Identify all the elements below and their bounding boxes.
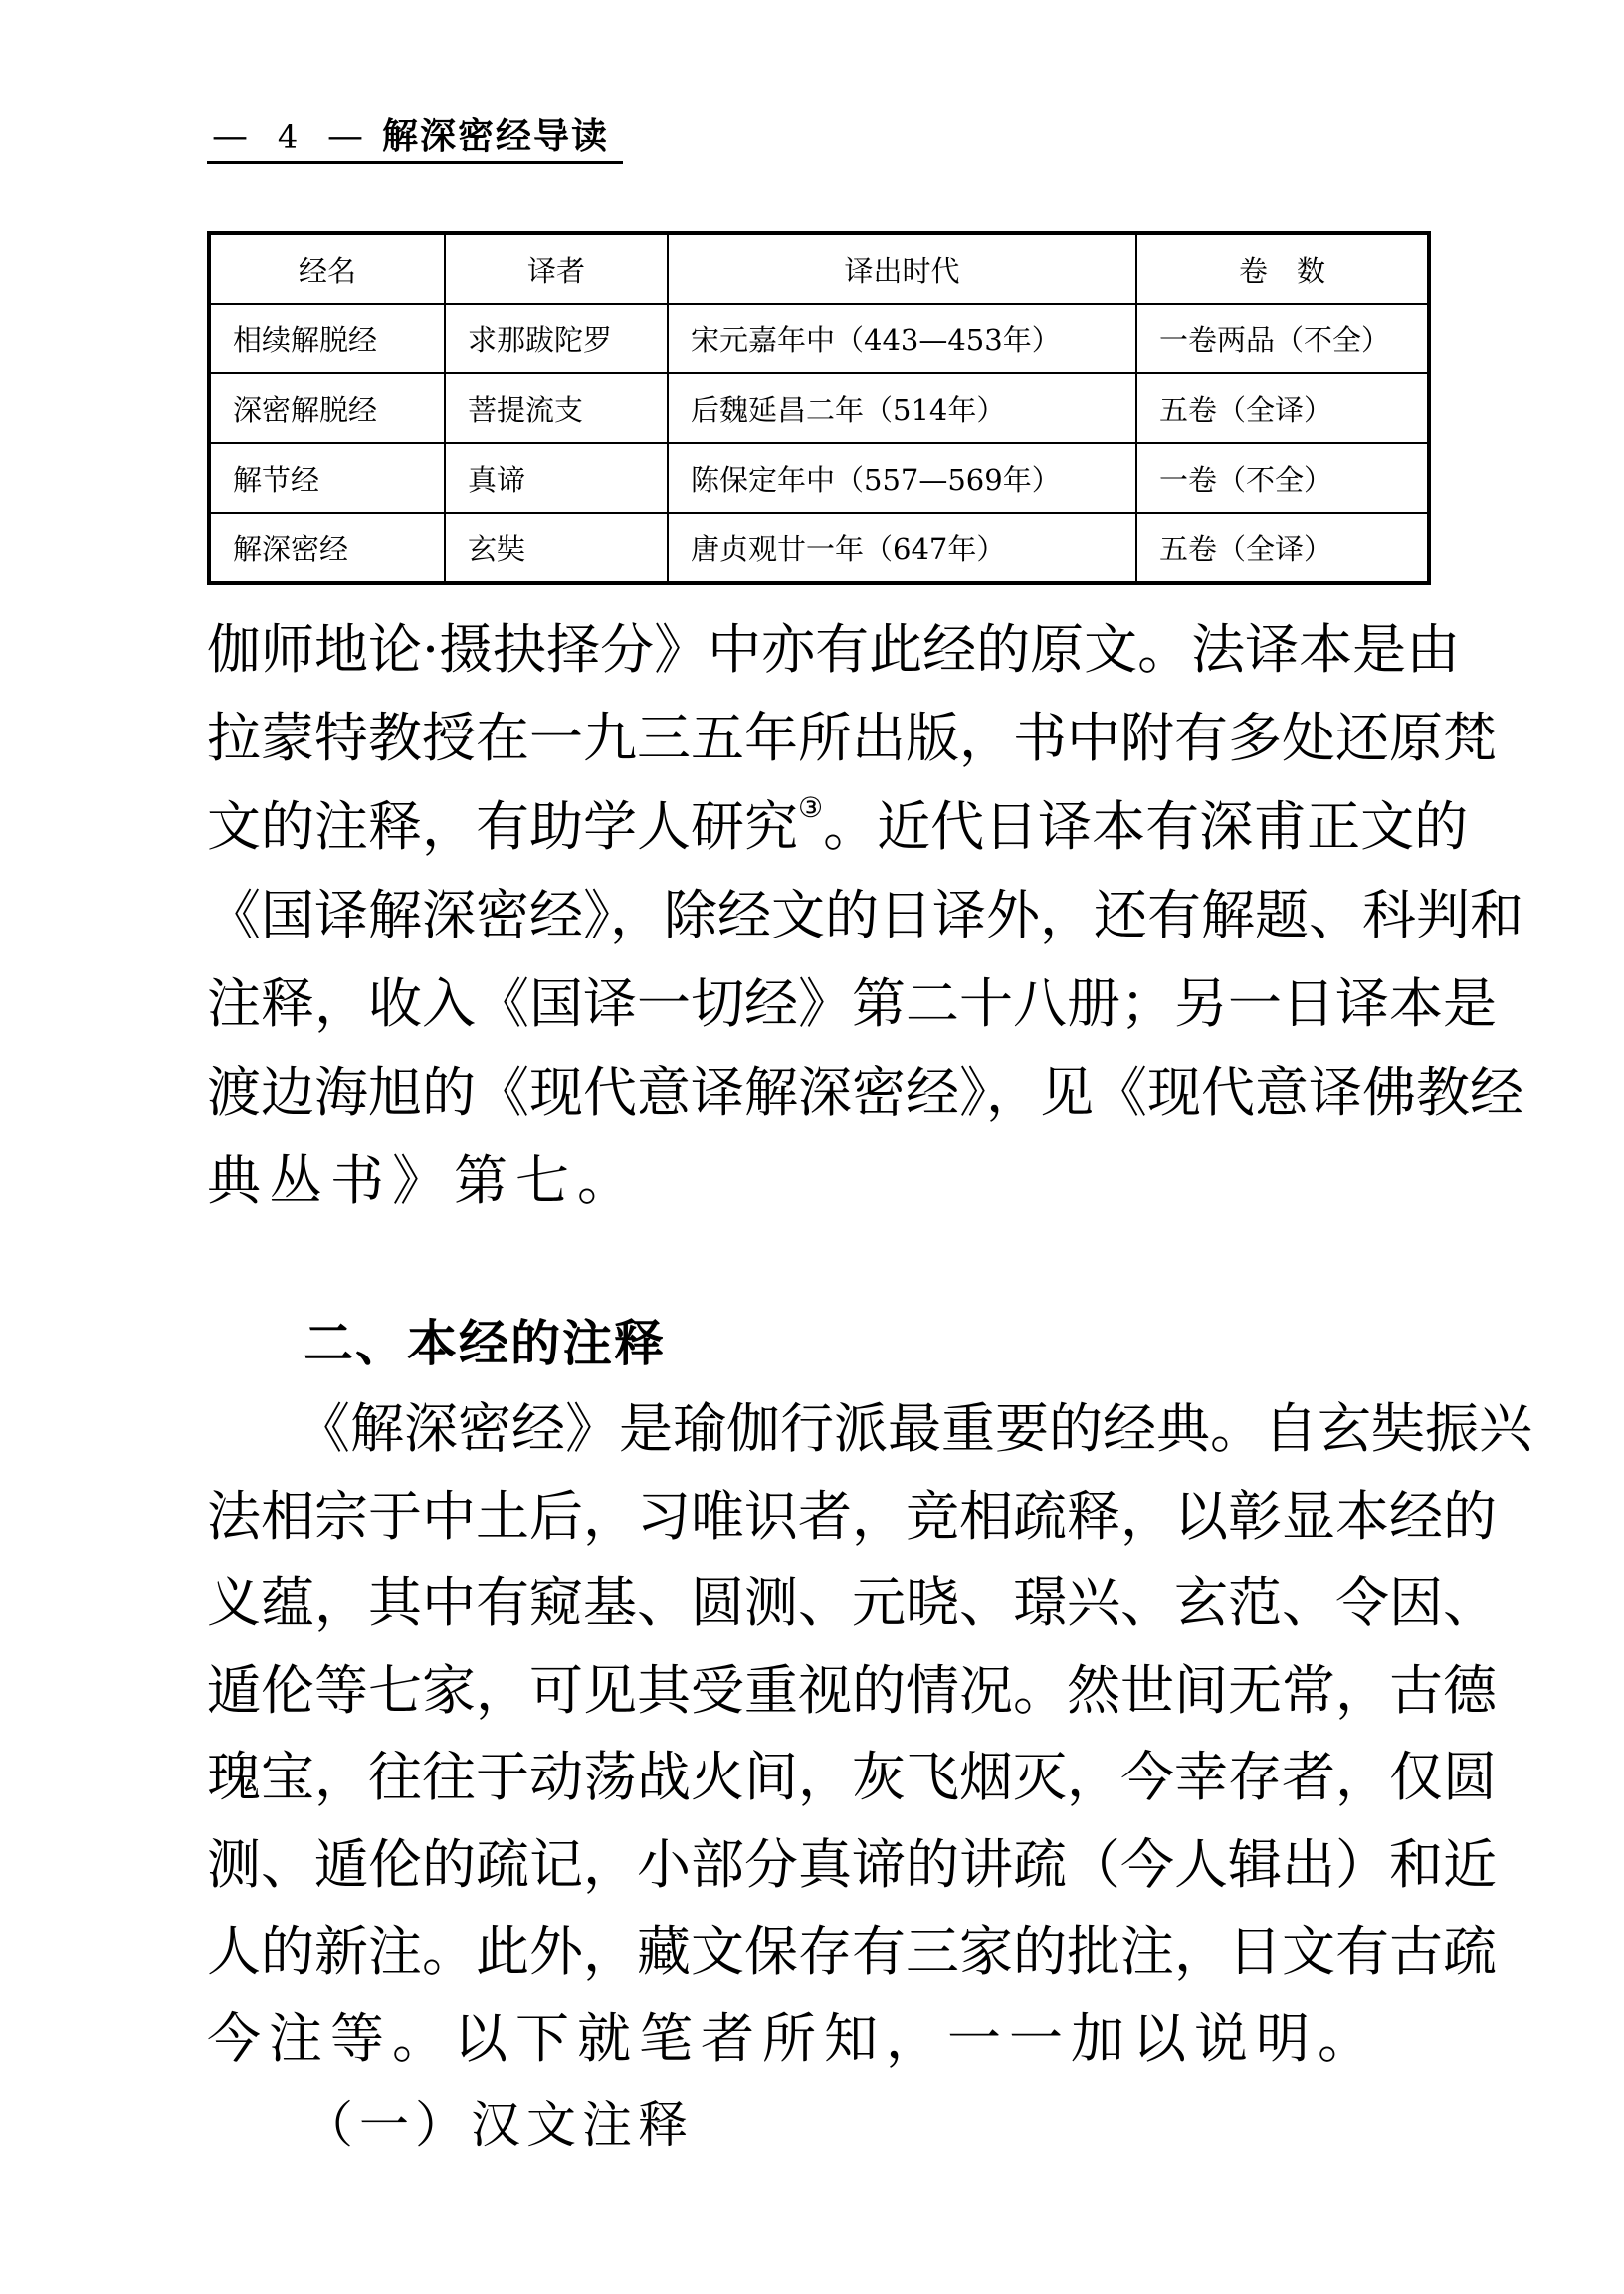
table-header-row [209, 233, 1429, 304]
table-cell: 一卷两品（不全） [1136, 304, 1429, 373]
table-row [209, 304, 1429, 373]
body-line [207, 791, 1469, 862]
body-line: 人的新注。此外，藏文保存有三家的批注，日文有古疏 [207, 1920, 1497, 1982]
header-dash: — [327, 116, 363, 157]
body-line: 注释，收入《国译一切经》第二十八册；另一日译本是 [207, 972, 1497, 1035]
table-cell: 深密解脱经 [209, 373, 445, 443]
book-title: 解深密经导读 [382, 115, 610, 157]
table-cell: 求那跋陀罗 [445, 304, 668, 373]
body-line: 伽师地论·摄抉择分》中亦有此经的原文。法译本是由 [207, 618, 1461, 681]
table-cell: 陈保定年中（557—569年） [668, 443, 1136, 513]
body-text: 文的注释，有助学人研究 [207, 795, 798, 858]
body-line: 拉蒙特教授在一九三五年所出版，书中附有多处还原梵 [207, 707, 1497, 769]
table-cell: 五卷（全译） [1136, 513, 1429, 583]
table-cell: 解节经 [209, 443, 445, 513]
body-line: 典丛书》第七。 [207, 1149, 639, 1212]
column-header: 译出时代 [668, 233, 1136, 304]
body-line: 《解深密经》是瑜伽行派最重要的经典。自玄奘振兴 [297, 1397, 1532, 1460]
table-row [209, 443, 1429, 513]
translations-table [207, 231, 1431, 585]
subsection-heading: （一）汉文注释 [304, 2096, 694, 2154]
body-line: 渡边海旭的《现代意译解深密经》，见《现代意译佛教经 [207, 1061, 1523, 1124]
body-line: 义蕴，其中有窥基、圆测、元晓、璟兴、玄范、令因、 [207, 1571, 1497, 1634]
table-cell: 一卷（不全） [1136, 443, 1429, 513]
body-line: 今注等。以下就笔者所知，一一加以说明。 [207, 2007, 1379, 2070]
body-line: 遁伦等七家，可见其受重视的情况。然世间无常，古德 [207, 1659, 1497, 1722]
table-cell: 菩提流支 [445, 373, 668, 443]
running-header [207, 111, 623, 164]
column-header: 经名 [209, 233, 445, 304]
section-heading: 二、本经的注释 [304, 1314, 666, 1372]
body-line: 《国译解深密经》，除经文的日译外，还有解题、科判和 [207, 884, 1523, 946]
table-row [209, 373, 1429, 443]
table-cell: 五卷（全译） [1136, 373, 1429, 443]
footnote-marker[interactable]: ③ [798, 791, 824, 824]
body-line: 测、遁伦的疏记，小部分真谛的讲疏（今人辑出）和近 [207, 1833, 1497, 1896]
table-cell: 相续解脱经 [209, 304, 445, 373]
body-line: 法相宗于中土后，习唯识者，竞相疏释，以彰显本经的 [207, 1485, 1497, 1548]
table-row [209, 513, 1429, 583]
header-dash: — [212, 116, 248, 157]
table-cell: 宋元嘉年中（443—453年） [668, 304, 1136, 373]
body-text: 。近代日译本有深甫正文的 [823, 795, 1469, 858]
page-number: 4 [277, 118, 299, 156]
table-cell: 玄奘 [445, 513, 668, 583]
body-line: 瑰宝，往往于动荡战火间，灰飞烟灭，今幸存者，仅圆 [207, 1746, 1497, 1808]
column-header: 译者 [445, 233, 668, 304]
column-header: 卷 数 [1136, 233, 1429, 304]
table-cell: 后魏延昌二年（514年） [668, 373, 1136, 443]
table-cell: 真谛 [445, 443, 668, 513]
table-cell: 唐贞观廿一年（647年） [668, 513, 1136, 583]
table-cell: 解深密经 [209, 513, 445, 583]
